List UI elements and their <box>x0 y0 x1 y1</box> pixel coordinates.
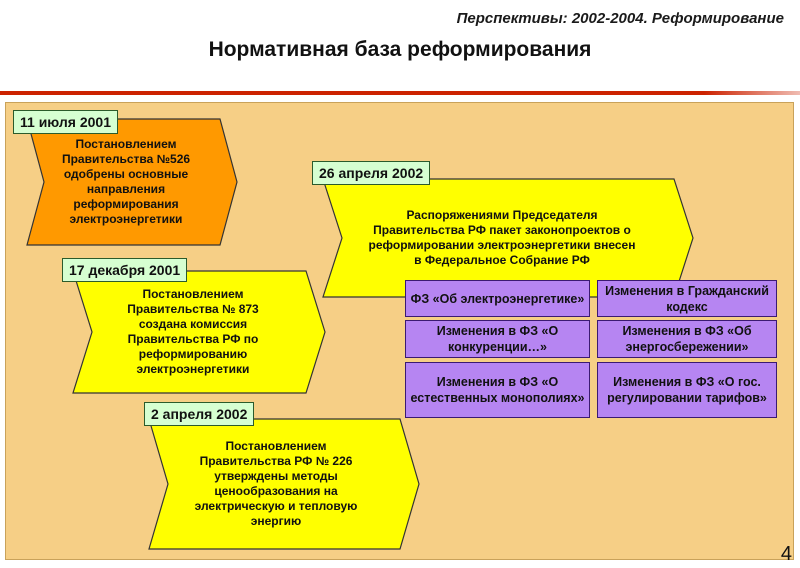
event-date-badge: 2 апреля 2002 <box>144 402 254 426</box>
event-text: Постановлением Правительства № 873 создана комиссия Правительства РФ по реформированию электроэнергетики <box>127 287 259 376</box>
event-arrow-2001-07 <box>26 118 238 246</box>
slide-header <box>0 0 800 100</box>
slide-subtitle: Перспективы: 2002-2004. Реформирование <box>456 10 784 27</box>
law-change-box: ФЗ «Об электроэнергетике» <box>405 280 590 317</box>
page-number: 4 <box>780 543 792 565</box>
law-change-box: Изменения в ФЗ «О конкуренции…» <box>405 320 590 358</box>
law-change-box: Изменения в Гражданский кодекс <box>597 280 777 317</box>
slide-title: Нормативная база реформирования <box>208 38 592 61</box>
event-arrow-2001-12 <box>72 270 326 394</box>
event-text: Распоряжениями Председателя Правительства РФ пакет законопроектов о реформировании электроэнергетики внесен в Федеральное Собрание РФ <box>368 208 636 267</box>
event-date-badge: 26 апреля 2002 <box>312 161 430 185</box>
law-change-box: Изменения в ФЗ «Об энергосбережении» <box>597 320 777 358</box>
event-text: Постановлением Правительства РФ № 226 утверждены методы ценообразования на электрическую и тепловую энергию <box>194 439 358 528</box>
law-change-box: Изменения в ФЗ «О естественных монополиях» <box>405 362 590 418</box>
event-date-badge: 17 декабря 2001 <box>62 258 187 282</box>
event-date-badge: 11 июля 2001 <box>13 110 118 134</box>
event-arrow-2002-04-02 <box>148 418 420 550</box>
law-change-box: Изменения в ФЗ «О гос. регулировании тарифов» <box>597 362 777 418</box>
event-text: Постановлением Правительства №526 одобрены основные направления реформирования электроэнергетики <box>61 137 191 226</box>
header-divider <box>0 91 800 95</box>
